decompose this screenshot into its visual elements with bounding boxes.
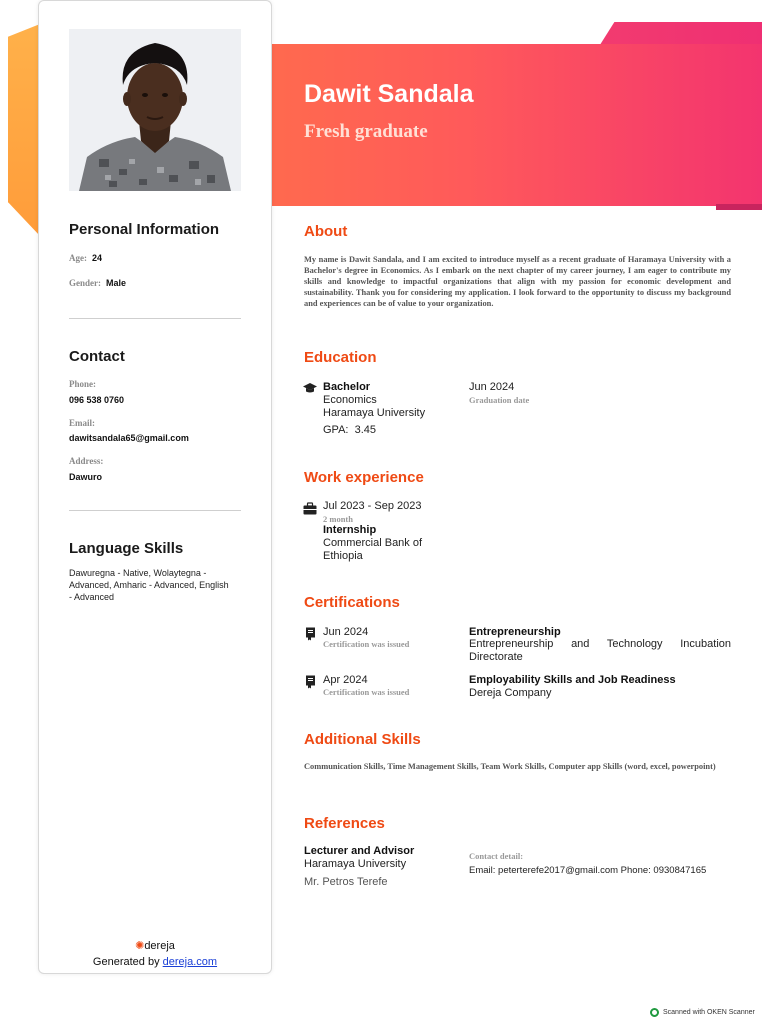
cert-issuer: Dereja Company [469, 687, 552, 699]
reference-contact: Email: peterterefe2017@gmail.com Phone: 0930847165 [469, 865, 707, 876]
address-value: Dawuro [69, 472, 103, 482]
cert-issued-label: Certification was issued [323, 639, 410, 649]
work-heading: Work experience [304, 469, 424, 486]
cert-name: Employability Skills and Job Readiness [469, 674, 676, 686]
certifications-heading: Certifications [304, 594, 400, 611]
scanner-logo-icon [650, 1008, 659, 1017]
reference-org: Haramaya University [304, 858, 407, 870]
personal-info-heading: Personal Information [69, 221, 220, 238]
work-company: Commercial Bank of Ethiopia [323, 537, 423, 562]
field-of-study: Economics [323, 394, 377, 406]
age-value: 24 [92, 253, 103, 263]
generated-by-text: Generated by [92, 956, 160, 968]
scanner-watermark [650, 1008, 755, 1017]
reference-name: Mr. Petros Terefe [304, 876, 388, 888]
gpa-label: GPA: [323, 424, 349, 436]
certificate-icon [304, 675, 318, 689]
briefcase-icon [303, 502, 317, 516]
work-role: Internship [323, 524, 377, 536]
certificate-icon [304, 627, 318, 641]
cert-issued-label: Certification was issued [323, 687, 410, 697]
gpa-row [323, 424, 376, 437]
gpa-value: 3.45 [354, 424, 377, 436]
dereja-logo-text: dereja [144, 940, 175, 952]
gender-label: Gender: [69, 278, 101, 288]
person-portrait-icon [69, 29, 241, 191]
sidebar [38, 0, 272, 974]
cert-date: Jun 2024 [323, 626, 369, 638]
reference-contact-label: Contact detail: [469, 851, 524, 861]
sidebar-divider [69, 318, 241, 319]
candidate-title: Fresh graduate [304, 121, 428, 142]
skills-text: Communication Skills, Time Management Skills, Team Work Skills, Computer app Skills (word, excel, powerpoint) [304, 762, 716, 771]
dereja-logo[interactable] [39, 939, 271, 952]
age-label: Age: [69, 253, 87, 263]
dereja-link[interactable]: dereja.com [162, 956, 218, 968]
contact-heading: Contact [69, 348, 125, 365]
phone-label: Phone: [69, 379, 96, 389]
about-heading: About [304, 223, 348, 240]
graduation-date-label: Graduation date [469, 395, 530, 405]
language-heading: Language Skills [69, 540, 184, 557]
dereja-logo-icon: ✺ [135, 940, 145, 952]
sidebar-divider [69, 510, 241, 511]
degree: Bachelor [323, 381, 371, 393]
gender-row [69, 278, 126, 288]
references-heading: References [304, 815, 385, 832]
header-band-bottom-decoration [716, 204, 762, 210]
generated-by [39, 956, 271, 968]
language-skills-text: Dawuregna - Native, Wolaytegna - Advanced, Amharic - Advanced, English - Advanced [69, 568, 229, 602]
graduation-date: Jun 2024 [469, 381, 515, 393]
email-value[interactable]: dawitsandala65@gmail.com [69, 433, 189, 443]
phone-value[interactable]: 096 538 0760 [69, 395, 125, 405]
scanner-text: Scanned with OKEN Scanner [663, 1009, 755, 1016]
age-row [69, 253, 102, 263]
education-heading: Education [304, 349, 377, 366]
reference-role: Lecturer and Advisor [304, 845, 415, 857]
profile-photo [69, 29, 241, 191]
skills-heading: Additional Skills [304, 731, 421, 748]
gender-value: Male [106, 278, 127, 288]
cert-date: Apr 2024 [323, 674, 368, 686]
work-duration: 2 month [323, 514, 353, 524]
candidate-name: Dawit Sandala [304, 80, 474, 108]
cert-issuer: Entrepreneurship and Technology Incubation Directorate [469, 638, 731, 663]
address-label: Address: [69, 456, 104, 466]
email-label: Email: [69, 418, 95, 428]
left-ribbon-decoration [8, 24, 40, 236]
cert-name: Entrepreneurship [469, 626, 561, 638]
school: Haramaya University [323, 407, 426, 419]
about-text: My name is Dawit Sandala, and I am excited to introduce myself as a recent graduate of Haramaya University with a Bachelor's degree in Economics. As I embark on the next chapter of my career journey, I am eager to contribute my skills and knowledge to impactful organizations that align with my passion for economic development and sustainability. Thank you for considering my application. I look forward to the opportunity to discuss my background and experiences can be of value to your organization. [304, 255, 731, 308]
graduation-cap-icon [303, 381, 317, 395]
work-dates: Jul 2023 - Sep 2023 [323, 500, 422, 512]
